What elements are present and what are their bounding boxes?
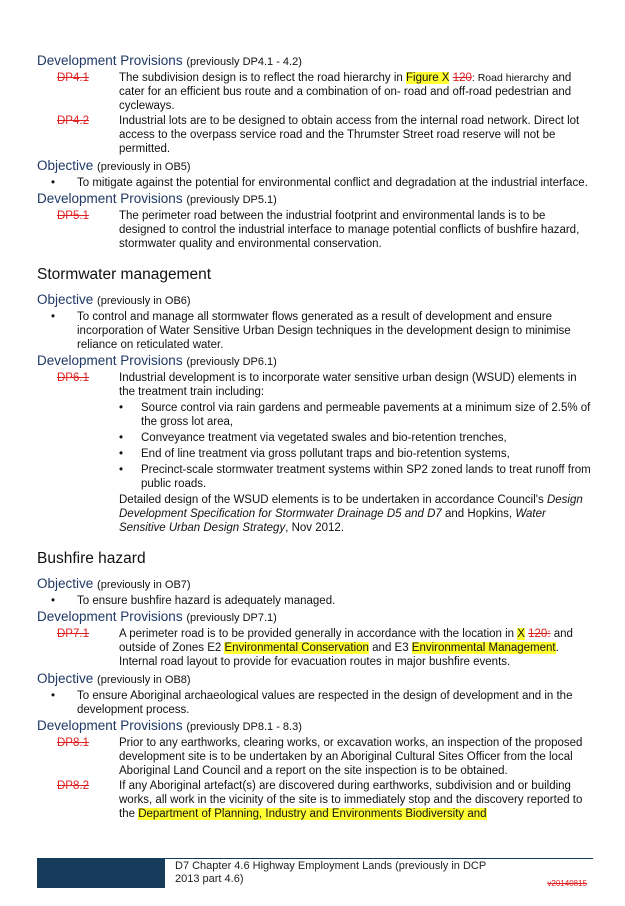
- objective-bullet: • To mitigate against the potential for environmental conflict and degradation at the industrial interface.: [51, 177, 588, 189]
- list-item: • Precinct-scale stormwater treatment systems within SP2 zoned lands to treat runoff from public roads.: [119, 464, 591, 490]
- version-stamp: v20140815: [547, 879, 587, 888]
- section-heading-stormwater: Stormwater management: [37, 266, 212, 283]
- section-heading-bushfire: Bushfire hazard: [37, 550, 146, 567]
- provision-dp8-2: DP8.2 If any Aboriginal artefact(s) are discovered during earthworks, subdivision and or building works, all work in the vicinity of the site is to immediately stop and the discovery reported to the Department of Planning, Industry and Environments Biodiversity and: [57, 780, 583, 820]
- list-item: • End of line treatment via gross pollutant traps and bio-retention systems,: [119, 448, 510, 460]
- objective-heading-ob6: Objective (previously in OB6): [37, 292, 191, 307]
- objective-heading-ob5: Objective (previously in OB5): [37, 158, 191, 173]
- footer-rule: [165, 858, 593, 859]
- provision-dp6-1: DP6.1 Industrial development is to incorporate water sensitive urban design (WSUD) elements in the treatment train including: • Source control via rain gardens and permeable pavements at a minimum size of 2.5% of the gross lot area, • Conveyance treatment via vegetated swales and bio-retention trenches, • End of line treatment via gross pollutant traps and bio-retention systems, • Precinct-scale stormwater treatment systems within SP2 zoned lands to treat runoff from public roads. Detailed design of the WSUD elements is to be undertaken in accordance Council's Design Development Specification for Stormwater Drainage D5 and D7 and Hopkins, Water Sensitive Urban Design Strategy, Nov 2012.: [37, 371, 593, 535]
- dp-heading-7: Development Provisions (previously DP7.1): [37, 609, 277, 624]
- list-item: • Conveyance treatment via vegetated swales and bio-retention trenches,: [119, 432, 507, 444]
- provision-dp4-2: DP4.2 Industrial lots are to be designed to obtain access from the internal road network. Direct lot access to the overpass service road and the Thrumster Street road reserve will not be permitted.: [57, 115, 580, 155]
- dp-heading-4: Development Provisions (previously DP4.1 - 4.2): [37, 53, 302, 68]
- dp-heading-5: Development Provisions (previously DP5.1): [37, 191, 277, 206]
- page-footer: [37, 858, 593, 888]
- objective-bullet: • To ensure Aboriginal archaeological values are respected in the design of development and in the development process.: [51, 690, 573, 716]
- objective-bullet: • To control and manage all stormwater flows generated as a result of development and ensure incorporation of Water Sensitive Urban Design techniques in the development design to minimise reliance on reticulated water.: [51, 311, 571, 351]
- footer-title: D7 Chapter 4.6 Highway Employment Lands (previously in DCP 2013 part 4.6): [175, 860, 486, 885]
- provision-dp5-1: DP5.1 The perimeter road between the industrial footprint and environmental lands is to be designed to control the industrial interface to manage potential conflicts of bushfire hazard, stormwater quality and environmental conservation.: [57, 210, 580, 250]
- figure-ref-highlight: Figure X: [406, 72, 450, 84]
- provision-dp4-1: DP4.1 The subdivision design is to reflect the road hierarchy in Figure X 120: Road hierarchy and cater for an efficient bus route and a combination of on- road and off-road pedestrian and cycleways.: [57, 72, 572, 112]
- list-item: • Source control via rain gardens and permeable pavements at a minimum size of 2.5% of the gross lot area,: [119, 402, 591, 428]
- objective-heading-ob7: Objective (previously in OB7): [37, 576, 191, 591]
- provision-dp7-1: DP7.1 A perimeter road is to be provided generally in accordance with the location in X 120: and outside of Zones E2 Environmental Conservation and E3 Environmental Management. Internal road layout to provide for evacuation routes in major bushfire events.: [57, 628, 573, 668]
- wsud-note: Detailed design of the WSUD elements is to be undertaken in accordance Council's Design Development Specification for Stormwater Drainage D5 and D7 and Hopkins, Water Sensitive Urban Design Strategy, Nov 2012.: [119, 494, 583, 534]
- provision-dp8-1: DP8.1 Prior to any earthworks, clearing works, or excavation works, an inspection of the proposed development site is to be undertaken by an Aboriginal Cultural Sites Officer from the local Aboriginal Land Council and a report on the site inspection is to be obtained.: [57, 737, 583, 777]
- document-page: [37, 52, 593, 822]
- dp-heading-6: Development Provisions (previously DP6.1): [37, 353, 277, 368]
- objective-heading-ob8: Objective (previously in OB8): [37, 671, 191, 686]
- objective-bullet: • To ensure bushfire hazard is adequately managed.: [51, 595, 336, 607]
- dp-heading-8: Development Provisions (previously DP8.1 - 8.3): [37, 718, 302, 733]
- footer-color-bar: [37, 858, 165, 888]
